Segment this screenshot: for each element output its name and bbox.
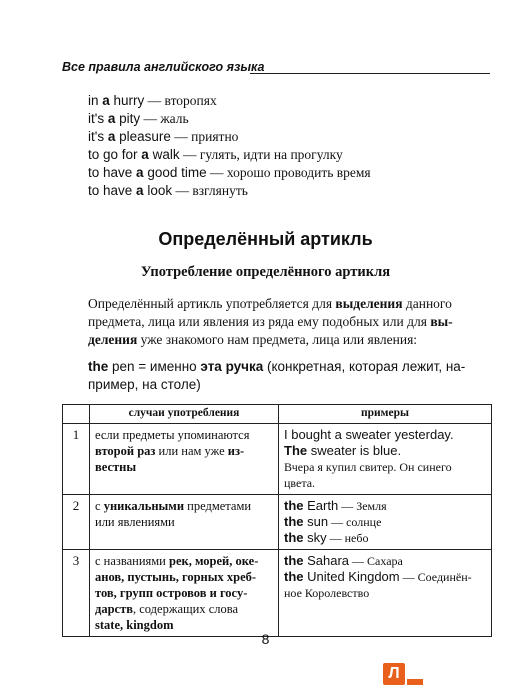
phrase-text: to have — [88, 183, 137, 198]
phrase-text: pleasure — [115, 129, 171, 144]
phrase-text: hurry — [109, 93, 145, 108]
running-head-title: Все правила английского языка — [62, 60, 265, 74]
page-number: 8 — [261, 631, 270, 647]
phrase-translation: — приятно — [170, 129, 239, 144]
table-row — [63, 495, 492, 550]
use-case-cell: с уникальными предметами или явлениями — [90, 495, 279, 550]
phrase-item — [88, 128, 448, 146]
phrase-article: a — [136, 183, 144, 198]
phrase-text: to have — [88, 165, 137, 180]
phrase-text: walk — [148, 147, 180, 162]
table-row — [63, 550, 492, 637]
phrase-translation: — хорошо проводить время — [206, 165, 371, 180]
row-number: 2 — [63, 495, 90, 550]
example-cell: the Earth — Земля the sun — солнце the sky — небо — [279, 495, 492, 550]
usage-table — [62, 404, 492, 637]
phrase-article: a — [141, 147, 149, 162]
phrase-article: a — [107, 111, 116, 126]
row-number: 1 — [63, 424, 90, 495]
row-number: 3 — [63, 550, 90, 637]
rule-paragraph: Определённый артикль употребляется для выделения данного предмета, лица или явления из ряда ему подобных или для вы- деления уже знакомого нам предмета, лица или явления: — [88, 296, 453, 347]
example-cell: the Sahara — Сахара the United Kingdom — Соединён- ное Королевство — [279, 550, 492, 637]
phrase-article: a — [107, 129, 116, 144]
phrase-item — [88, 92, 448, 110]
publisher-logo-icon: Л — [383, 663, 405, 685]
phrase-item — [88, 110, 448, 128]
running-head — [62, 60, 490, 78]
phrase-text: to go for — [88, 147, 142, 162]
phrase-article: a — [136, 165, 144, 180]
table-row — [63, 424, 492, 495]
example-cell: I bought a sweater yesterday. The sweater is blue. Вчера я купил свитер. Он синего цвета. — [279, 424, 492, 495]
phrase-item — [88, 146, 448, 164]
phrase-text: it's — [88, 129, 108, 144]
phrase-article: a — [102, 93, 110, 108]
phrase-text: pity — [115, 111, 141, 126]
phrase-text: it's — [88, 111, 108, 126]
phrase-item — [88, 182, 448, 200]
phrase-translation: — второпях — [144, 93, 217, 108]
header-number — [63, 405, 90, 424]
phrase-list — [88, 92, 448, 200]
publisher-logo-bar — [407, 679, 423, 685]
subsection-title: Употребление определённого артикля — [140, 264, 391, 280]
phrase-translation: — жаль — [140, 111, 189, 126]
example-sentence: the pen = именно эта ручка (конкретная, которая лежит, на- пример, на столе) — [88, 359, 466, 392]
phrase-item — [88, 164, 448, 182]
running-head-rule — [250, 73, 490, 74]
header-use-cases: случаи употребления — [90, 405, 279, 424]
header-examples: примеры — [279, 405, 492, 424]
phrase-text: in — [88, 93, 103, 108]
table-header-row — [63, 405, 492, 424]
phrase-text: good time — [143, 165, 207, 180]
section-title: Определённый артикль — [158, 229, 373, 249]
use-case-cell: с названиями рек, морей, оке- анов, пустынь, горных хреб- тов, групп островов и госу- дарств, содержащих слова state, kingdom — [90, 550, 279, 637]
phrase-translation: — гулять, идти на прогулку — [179, 147, 343, 162]
phrase-text: look — [143, 183, 173, 198]
use-case-cell: если предметы упоминаются второй раз или нам уже из- вестны — [90, 424, 279, 495]
phrase-translation: — взглянуть — [172, 183, 248, 198]
